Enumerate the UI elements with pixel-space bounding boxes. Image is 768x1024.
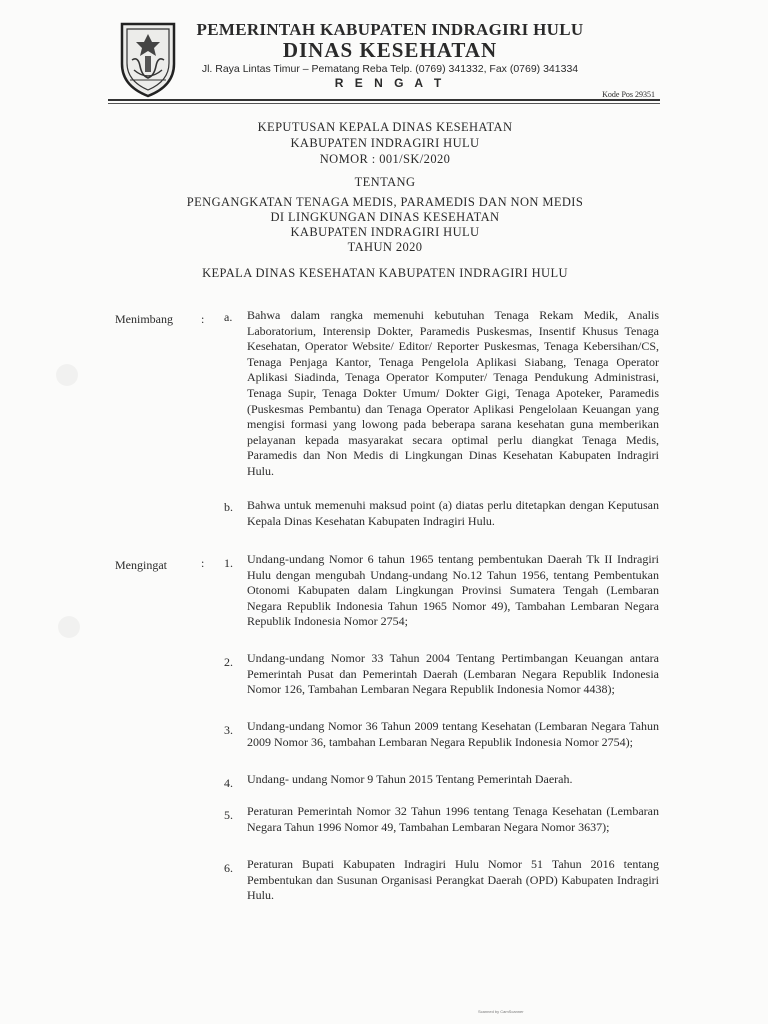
mengingat-item-text: Peraturan Bupati Kabupaten Indragiri Hulu Nomor 51 Tahun 2016 tentang Pembentukan dan Susunan Organisasi Perangkat Daerah (OPD) Kabupaten Indragiri Hulu. — [247, 857, 659, 903]
mengingat-item-marker: 3. — [224, 723, 233, 737]
menimbang-label: Menimbang — [115, 312, 173, 326]
decree-subject-line2: DI LINGKUNGAN DINAS KESEHATAN — [270, 210, 500, 224]
mengingat-item-text: Undang-undang Nomor 36 Tahun 2009 tentang Kesehatan (Lembaran Negara Tahun 2009 Nomor 36, tambahan Lembaran Negara Republik Indonesia Nomor 2754); — [247, 719, 659, 749]
letterhead-divider-thin — [108, 103, 660, 104]
punch-hole-mark — [58, 616, 80, 638]
mengingat-item-marker: 4. — [224, 776, 233, 790]
decree-subject-line1: PENGANGKATAN TENAGA MEDIS, PARAMEDIS DAN NON MEDIS — [186, 195, 584, 209]
menimbang-item-marker: b. — [224, 500, 233, 514]
decree-number: NOMOR : 001/SK/2020 — [319, 152, 451, 166]
letterhead-address: Jl. Raya Lintas Timur – Pematang Reba Telp. (0769) 341332, Fax (0769) 341334 — [201, 63, 579, 75]
decree-subject-line3: KABUPATEN INDRAGIRI HULU — [290, 225, 480, 239]
mengingat-item-text: Undang-undang Nomor 33 Tahun 2004 Tentang Pertimbangan Keuangan antara Pemerintah Pusat dan Pemerintah Daerah (Lembaran Negara Republik Indonesia Nomor 126, Tambahan Lembaran Negara Republik Indonesia Nomor 4438); — [247, 651, 659, 697]
decree-title-line1: KEPUTUSAN KEPALA DINAS KESEHATAN — [257, 120, 513, 134]
letterhead-government: PEMERINTAH KABUPATEN INDRAGIRI HULU — [196, 20, 584, 39]
letterhead-postal-code: Kode Pos 29351 — [602, 90, 655, 99]
mengingat-item-text: Undang- undang Nomor 9 Tahun 2015 Tentang Pemerintah Daerah. — [247, 772, 573, 786]
mengingat-label: Mengingat — [115, 558, 167, 572]
mengingat-colon: : — [201, 556, 205, 570]
decree-subject-line4: TAHUN 2020 — [347, 240, 423, 254]
menimbang-item-text: Bahwa untuk memenuhi maksud point (a) diatas perlu ditetapkan dengan Keputusan Kepala Dinas Kesehatan Kabupaten Indragiri Hulu. — [247, 498, 659, 528]
decree-title-line2: KABUPATEN INDRAGIRI HULU — [290, 136, 480, 150]
letterhead-divider — [108, 99, 660, 101]
scan-watermark: Scanned by CamScanner — [478, 1009, 524, 1014]
mengingat-item-text: Undang-undang Nomor 6 tahun 1965 tentang pembentukan Daerah Tk II Indragiri Hulu dengan mengubah Undang-undang No.12 Tahun 1956, tentang Pembentukan Otonomi Kabupaten dalam Lingkungan Provinsi Sumatera Tengah (Lembaran Negara Republik Indonesia Tahun 1965 Nomor 49), Tambahan Lembaran Negara Republik Indonesia Nomor 2754; — [247, 552, 659, 629]
punch-hole-mark — [56, 364, 78, 386]
letterhead-agency: DINAS KESEHATAN — [282, 38, 498, 62]
mengingat-item-marker: 1. — [224, 556, 233, 570]
mengingat-item-text: Peraturan Pemerintah Nomor 32 Tahun 1996 tentang Tenaga Kesehatan (Lembaran Negara Tahun 1996 Nomor 49, Tambahan Lembaran Negara Nomor 3637); — [247, 804, 659, 834]
menimbang-item-marker: a. — [224, 310, 233, 324]
menimbang-colon: : — [201, 312, 205, 326]
mengingat-item-marker: 6. — [224, 861, 233, 875]
letterhead-city: R E N G A T — [334, 76, 446, 90]
regency-emblem-icon — [116, 20, 180, 98]
mengingat-item-marker: 5. — [224, 808, 233, 822]
decree-issuer: KEPALA DINAS KESEHATAN KABUPATEN INDRAGIRI HULU — [202, 266, 568, 280]
menimbang-item-text: Bahwa dalam rangka memenuhi kebutuhan Tenaga Rekam Medik, Analis Laboratorium, Interensip Dokter, Paramedis Puskesmas, Insentif Khusus Tenaga Kesehatan, Operator Website/ Editor/ Reporter Puskesmas, Tenaga Kebersihan/CS, Tenaga Penjaga Kantor, Tenaga Pengelola Aplikasi Siabang, Tenaga Operator Aplikasi Siadinda, Tenaga Operator Komputer/ Tenaga Pendukung Administrasi, Tenaga Supir, Tenaga Dokter Umum/ Dokter Gigi, Tenaga Apoteker, Paramedis (Puskesmas Pembantu) dan Tenaga Operator Aplikasi Pengelolaan Keuangan yang mengisi formasi yang lowong pada beberapa sarana kesehatan guna memberikan pelayanan kepada masyarakat secara optimal perlu diangkat Tenaga Medis, Paramedis dan Non Medis di Lingkungan Dinas Kesehatan Kabupaten Indragiri Hulu. — [247, 308, 659, 478]
decree-about-label: TENTANG — [354, 175, 416, 189]
mengingat-item-marker: 2. — [224, 655, 233, 669]
